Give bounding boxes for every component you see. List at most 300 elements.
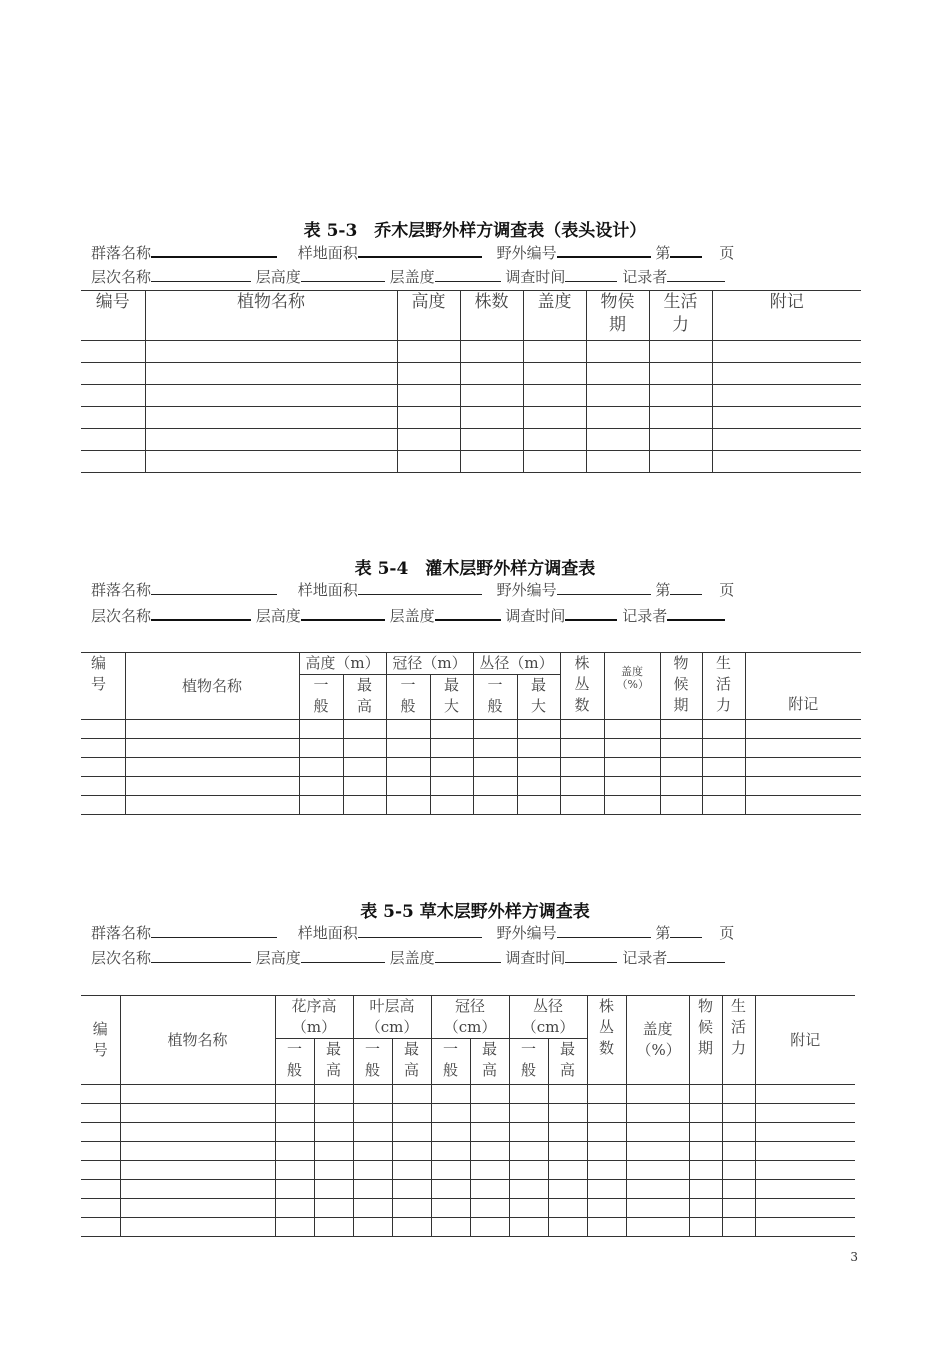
table-cell[interactable] [689,1161,722,1180]
col-header-number: 编号 [81,291,145,341]
table-cell[interactable] [81,429,145,451]
table-cell[interactable] [120,1123,275,1142]
table-cell[interactable] [470,1085,509,1104]
table-cell[interactable] [649,341,712,363]
blank-line[interactable] [358,578,482,595]
table-cell[interactable] [560,739,604,758]
table-cell[interactable] [470,1161,509,1180]
field-label: 层高度 [255,607,301,625]
table-cell[interactable] [81,1104,120,1123]
table-cell[interactable] [745,796,861,815]
table-cell[interactable] [81,796,125,815]
field-label: 层次名称 [91,949,152,967]
table-cell[interactable] [81,758,125,777]
table-cell[interactable] [470,1123,509,1142]
field-label: 野外编号 [496,924,557,942]
table-cell[interactable] [712,451,861,473]
table-cell[interactable] [560,720,604,739]
blank-line[interactable] [670,578,702,595]
table-cell[interactable] [81,1218,120,1237]
table-cell[interactable] [755,1123,855,1142]
table-cell[interactable] [145,385,397,407]
table-row [81,451,861,473]
table-cell[interactable] [430,720,473,739]
blank-line[interactable] [151,578,277,595]
blank-line[interactable] [151,946,251,963]
table-cell[interactable] [587,1161,626,1180]
table-5-5-title: 表 5-5 草木层野外样方调查表 [360,902,590,922]
table-row [81,341,861,363]
table-cell[interactable] [523,429,586,451]
col-header-vitality: 生活力 [649,291,712,341]
table-cell[interactable] [548,1142,587,1161]
blank-line[interactable] [301,946,385,963]
col-header-height: 高度 [397,291,460,341]
table-cell[interactable] [125,796,299,815]
table-cell[interactable] [689,1180,722,1199]
table-cell[interactable] [460,363,523,385]
table-cell[interactable] [722,1180,755,1199]
blank-line[interactable] [151,921,277,938]
table-cell[interactable] [431,1180,470,1199]
table-cell[interactable] [314,1161,353,1180]
table-cell[interactable] [275,1104,314,1123]
table-cell[interactable] [392,1218,431,1237]
table-row [81,1161,855,1180]
blank-line[interactable] [151,265,251,282]
sub-header-max: 最高 [343,675,386,720]
table-cell[interactable] [523,451,586,473]
field-label: 层高度 [255,268,301,286]
table-cell[interactable] [586,429,649,451]
table-cell[interactable] [517,739,560,758]
blank-line[interactable] [667,265,725,282]
table-cell[interactable] [586,451,649,473]
table-cell[interactable] [392,1104,431,1123]
table-cell[interactable] [314,1180,353,1199]
table-cell[interactable] [523,385,586,407]
table-cell[interactable] [120,1104,275,1123]
blank-line[interactable] [557,240,651,258]
table-cell[interactable] [125,720,299,739]
table-cell[interactable] [473,758,517,777]
table-cell[interactable] [353,1180,392,1199]
field-label: 层次名称 [91,607,152,625]
table-cell[interactable] [353,1161,392,1180]
table-cell[interactable] [386,796,430,815]
table-cell[interactable] [745,777,861,796]
table-cell[interactable] [125,758,299,777]
table-cell[interactable] [560,777,604,796]
blank-line[interactable] [435,265,501,282]
sub-header-general: 一般 [473,675,517,720]
table-cell[interactable] [587,1142,626,1161]
table-cell[interactable] [509,1180,548,1199]
table-cell[interactable] [120,1142,275,1161]
blank-line[interactable] [565,603,617,621]
table-cell[interactable] [626,1085,689,1104]
table-cell[interactable] [343,777,386,796]
table-cell[interactable] [517,758,560,777]
col-header-leaf-height: 叶层高（cm） [353,996,431,1039]
table-cell[interactable] [81,1142,120,1161]
table-cell[interactable] [120,1161,275,1180]
table-cell[interactable] [689,1218,722,1237]
table-cell[interactable] [386,739,430,758]
table-cell[interactable] [702,720,745,739]
table-cell[interactable] [275,1123,314,1142]
table-cell[interactable] [660,758,702,777]
table-cell[interactable] [712,385,861,407]
table-cell[interactable] [120,1199,275,1218]
table-cell[interactable] [431,1161,470,1180]
table-cell[interactable] [81,720,125,739]
table-cell[interactable] [431,1085,470,1104]
table-cell[interactable] [604,796,660,815]
table-cell[interactable] [392,1161,431,1180]
table-cell[interactable] [145,363,397,385]
table-cell[interactable] [353,1104,392,1123]
table-cell[interactable] [343,796,386,815]
table-cell[interactable] [473,720,517,739]
table-cell[interactable] [353,1199,392,1218]
table-cell[interactable] [745,739,861,758]
table-cell[interactable] [397,385,460,407]
table-cell[interactable] [81,1085,120,1104]
table-cell[interactable] [604,758,660,777]
table-cell[interactable] [431,1199,470,1218]
table-cell[interactable] [649,429,712,451]
table-cell[interactable] [431,1218,470,1237]
table-cell[interactable] [460,341,523,363]
table-cell[interactable] [689,1104,722,1123]
col-header-coverage: 盖度（%） [604,653,660,720]
table-cell[interactable] [470,1218,509,1237]
blank-line[interactable] [301,603,385,621]
table-cell[interactable] [722,1142,755,1161]
table-cell[interactable] [145,429,397,451]
table-cell[interactable] [314,1218,353,1237]
table-cell[interactable] [755,1085,855,1104]
table-cell[interactable] [755,1199,855,1218]
table-cell[interactable] [548,1085,587,1104]
table-cell[interactable] [299,758,343,777]
table-cell[interactable] [702,758,745,777]
table-cell[interactable] [517,777,560,796]
table-cell[interactable] [125,777,299,796]
table-cell[interactable] [712,407,861,429]
table-cell[interactable] [353,1142,392,1161]
table-cell[interactable] [604,739,660,758]
sub-header-general: 一般 [353,1039,392,1085]
table-cell[interactable] [81,1123,120,1142]
table-cell[interactable] [81,385,145,407]
table-cell[interactable] [548,1180,587,1199]
table-cell[interactable] [649,363,712,385]
field-label: 调查时间 [505,949,566,967]
table-cell[interactable] [649,407,712,429]
table-cell[interactable] [626,1180,689,1199]
table-cell[interactable] [509,1104,548,1123]
table-cell[interactable] [430,796,473,815]
table-cell[interactable] [660,777,702,796]
table-cell[interactable] [430,777,473,796]
table-cell[interactable] [649,451,712,473]
table-cell[interactable] [722,1199,755,1218]
table-cell[interactable] [702,739,745,758]
table-cell[interactable] [722,1104,755,1123]
table-cell[interactable] [587,1123,626,1142]
table-cell[interactable] [587,1085,626,1104]
table-cell[interactable] [145,407,397,429]
table-cell[interactable] [649,385,712,407]
table-cell[interactable] [755,1180,855,1199]
table-cell[interactable] [712,429,861,451]
table-cell[interactable] [755,1142,855,1161]
blank-line[interactable] [557,578,651,595]
blank-line[interactable] [565,265,617,282]
table-cell[interactable] [353,1085,392,1104]
table-cell[interactable] [689,1199,722,1218]
col-header-notes: 附记 [745,653,861,720]
table-cell[interactable] [275,1199,314,1218]
table-cell[interactable] [722,1161,755,1180]
table-cell[interactable] [509,1199,548,1218]
table-cell[interactable] [660,720,702,739]
table-cell[interactable] [275,1161,314,1180]
table-cell[interactable] [386,777,430,796]
table-cell[interactable] [470,1180,509,1199]
header-row [81,653,861,675]
table-cell[interactable] [353,1123,392,1142]
table-cell[interactable] [430,739,473,758]
table-cell[interactable] [353,1218,392,1237]
sub-header-max: 最高 [314,1039,353,1085]
blank-line[interactable] [358,240,482,258]
table-cell[interactable] [397,429,460,451]
table-cell[interactable] [509,1218,548,1237]
table-cell[interactable] [702,796,745,815]
table-5-5 [81,995,855,1237]
table-cell[interactable] [586,407,649,429]
table-row [81,1085,855,1104]
blank-line[interactable] [358,921,482,938]
table-cell[interactable] [626,1218,689,1237]
blank-line[interactable] [151,603,251,621]
table-cell[interactable] [81,739,125,758]
col-header-notes: 附记 [712,291,861,341]
table-row [81,1218,855,1237]
table-cell[interactable] [431,1104,470,1123]
blank-line[interactable] [435,603,501,621]
table-cell[interactable] [626,1142,689,1161]
table-cell[interactable] [626,1161,689,1180]
table-cell[interactable] [145,341,397,363]
table-cell[interactable] [755,1104,855,1123]
field-label: 野外编号 [496,581,557,599]
table-cell[interactable] [473,796,517,815]
table-cell[interactable] [548,1218,587,1237]
table-cell[interactable] [81,1199,120,1218]
table-cell[interactable] [548,1123,587,1142]
table-cell[interactable] [314,1142,353,1161]
table-cell[interactable] [660,739,702,758]
table-cell[interactable] [470,1199,509,1218]
table-cell[interactable] [523,341,586,363]
table-cell[interactable] [460,451,523,473]
sub-header-max: 最高 [470,1039,509,1085]
table-cell[interactable] [473,739,517,758]
table-cell[interactable] [626,1123,689,1142]
table-cell[interactable] [397,407,460,429]
table-cell[interactable] [660,796,702,815]
table-cell[interactable] [314,1104,353,1123]
blank-line[interactable] [557,921,651,938]
table-cell[interactable] [586,385,649,407]
blank-line[interactable] [667,946,725,963]
table-cell[interactable] [587,1104,626,1123]
table-cell[interactable] [392,1199,431,1218]
blank-line[interactable] [670,921,702,938]
table-cell[interactable] [386,758,430,777]
table-cell[interactable] [314,1085,353,1104]
blank-line[interactable] [667,603,725,621]
table-cell[interactable] [473,777,517,796]
table-cell[interactable] [125,739,299,758]
table-cell[interactable] [299,777,343,796]
table-cell[interactable] [548,1104,587,1123]
sub-header-max: 最高 [392,1039,431,1085]
table-row [81,758,861,777]
table-cell[interactable] [470,1104,509,1123]
table-row [81,1180,855,1199]
blank-line[interactable] [565,946,617,963]
table-cell[interactable] [548,1161,587,1180]
table-cell[interactable] [712,363,861,385]
field-label: 群落名称 [91,244,152,262]
table-cell[interactable] [392,1123,431,1142]
table-cell[interactable] [755,1218,855,1237]
blank-line[interactable] [301,265,385,282]
table-cell[interactable] [81,1180,120,1199]
table-cell[interactable] [745,720,861,739]
table-cell[interactable] [299,739,343,758]
table-cell[interactable] [314,1199,353,1218]
table-cell[interactable] [392,1180,431,1199]
table-cell[interactable] [626,1199,689,1218]
table-cell[interactable] [517,796,560,815]
table-cell[interactable] [604,720,660,739]
table-cell[interactable] [81,363,145,385]
table-cell[interactable] [722,1123,755,1142]
table-cell[interactable] [431,1142,470,1161]
col-header-stem-count: 株丛数 [587,996,626,1085]
table-cell[interactable] [689,1085,722,1104]
table-cell[interactable] [722,1085,755,1104]
table-cell[interactable] [120,1218,275,1237]
table-cell[interactable] [81,451,145,473]
table-cell[interactable] [343,739,386,758]
table-cell[interactable] [81,1161,120,1180]
table-cell[interactable] [275,1085,314,1104]
table-cell[interactable] [397,451,460,473]
table-cell[interactable] [275,1142,314,1161]
table-cell[interactable] [509,1142,548,1161]
table-cell[interactable] [626,1104,689,1123]
table-cell[interactable] [470,1142,509,1161]
table-cell[interactable] [460,407,523,429]
table-cell[interactable] [81,341,145,363]
table-cell[interactable] [299,796,343,815]
table-cell[interactable] [386,720,430,739]
table-cell[interactable] [587,1199,626,1218]
table-cell[interactable] [397,363,460,385]
t55-fields-row2 [91,946,725,970]
table-cell[interactable] [587,1218,626,1237]
table-cell[interactable] [120,1180,275,1199]
table-cell[interactable] [755,1161,855,1180]
field-label: 层高度 [255,949,301,967]
table-cell[interactable] [517,720,560,739]
table-cell[interactable] [587,1180,626,1199]
blank-line[interactable] [670,240,702,258]
table-cell[interactable] [689,1142,722,1161]
blank-line[interactable] [151,240,277,258]
table-cell[interactable] [586,341,649,363]
table-cell[interactable] [689,1123,722,1142]
table-cell[interactable] [397,341,460,363]
table-cell[interactable] [343,720,386,739]
blank-line[interactable] [435,946,501,963]
table-cell[interactable] [81,407,145,429]
table-cell[interactable] [299,720,343,739]
table-cell[interactable] [560,758,604,777]
field-label: 页 [719,924,735,942]
table-cell[interactable] [275,1218,314,1237]
table-cell[interactable] [81,777,125,796]
table-cell[interactable] [509,1161,548,1180]
table-cell[interactable] [275,1180,314,1199]
col-header-crown: 冠径（cm） [431,996,509,1039]
table-cell[interactable] [604,777,660,796]
header-row [81,291,861,341]
table-cell[interactable] [712,341,861,363]
table-cell[interactable] [523,407,586,429]
table-cell[interactable] [314,1123,353,1142]
table-cell[interactable] [430,758,473,777]
table-cell[interactable] [509,1123,548,1142]
field-label: 第 [655,924,671,942]
table-cell[interactable] [745,758,861,777]
table-cell[interactable] [460,429,523,451]
col-header-vitality: 生活力 [702,653,745,720]
table-cell[interactable] [392,1142,431,1161]
table-cell[interactable] [548,1199,587,1218]
table-cell[interactable] [509,1085,548,1104]
table-cell[interactable] [431,1123,470,1142]
table-cell[interactable] [586,363,649,385]
table-cell[interactable] [392,1085,431,1104]
field-label: 样地面积 [297,244,358,262]
table-cell[interactable] [120,1085,275,1104]
table-cell[interactable] [722,1218,755,1237]
table-cell[interactable] [702,777,745,796]
table-cell[interactable] [145,451,397,473]
table-cell[interactable] [343,758,386,777]
table-cell[interactable] [460,385,523,407]
table-cell[interactable] [560,796,604,815]
table-cell[interactable] [523,363,586,385]
